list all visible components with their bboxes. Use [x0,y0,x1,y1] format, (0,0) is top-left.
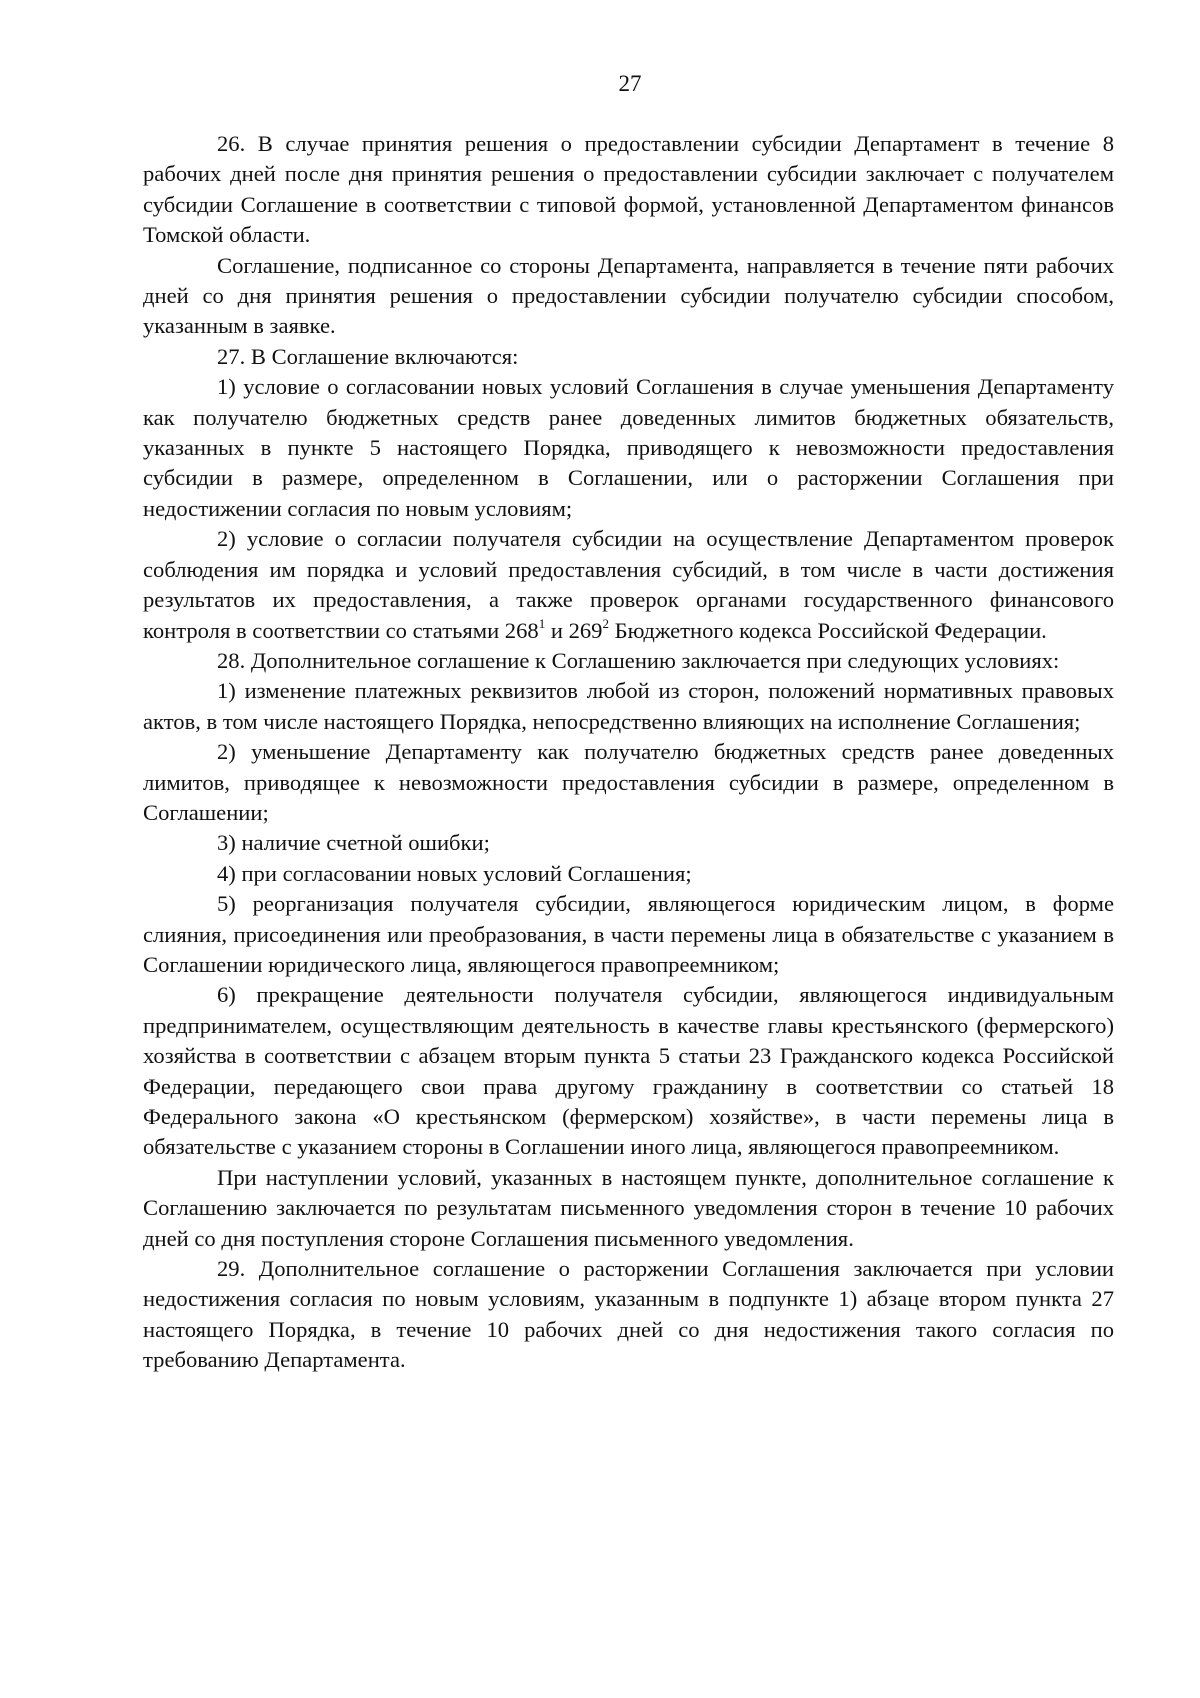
paragraph-27-item-2 [143,524,1114,646]
paragraph-29: 29. Дополнительное соглашение о расторжении Соглашения заключается при условии недостижения согласия по новым условиям, указанным в подпункте 1) абзаце втором пункта 27 настоящего Порядка, в течение 10 рабочих дней со дня недостижения такого согласия по требованию Департамента. [143,1256,1114,1373]
superscript-2: 2 [602,615,609,631]
paragraph-28-heading: 28. Дополнительное соглашение к Соглашению заключается при следующих условиях: [217,647,1060,673]
paragraph-27-item-1: 1) условие о согласовании новых условий Соглашения в случае уменьшения Департаменту как получателю бюджетных средств ранее доведенных лимитов бюджетных обязательств, указанных в пункте 5 настоящего Порядка, приводящего к невозможности предоставления субсидии в размере, определенном в Соглашении, или о расторжении Соглашения при недостижении согласия по новым условиям; [143,374,1114,521]
paragraph-28-item-4: 4) при согласовании новых условий Соглашения; [217,860,692,886]
paragraph-28-item-2: 2) уменьшение Департаменту как получателю бюджетных средств ранее доведенных лимитов, приводящее к невозможности предоставления субсидии в размере, определенном в Соглашении; [143,739,1114,825]
paragraph-agreement-signed: Соглашение, подписанное со стороны Департамента, направляется в течение пяти рабочих дней со дня принятия решения о предоставлении субсидии получателю субсидии способом, указанным в заявке. [143,252,1114,339]
paragraph-28-item-5: 5) реорганизация получателя субсидии, являющегося юридическим лицом, в форме слияния, присоединения или преобразования, в части перемены лица в обязательстве с указанием в Соглашении юридического лица, являющегося правопреемником; [143,891,1114,977]
paragraph-27-item-2-text-a: 2) условие о согласии получателя субсидии на осуществление Департаментом проверок соблюдения им порядка и условий предоставления субсидий, в том числе в части достижения результатов их предоставления, а также проверок органами государственного финансового контроля в соответствии со статьями 268 [143,526,1114,643]
superscript-1: 1 [538,615,546,631]
paragraph-26: 26. В случае принятия решения о предоставлении субсидии Департамент в течение 8 рабочих дней после дня принятия решения о предоставлении субсидии заключает с получателем субсидии Соглашение в соответствии с типовой формой, установленной Департаментом финансов Томской области. [143,131,1114,248]
paragraph-27-item-2-text-c: Бюджетного кодекса Российской Федерации. [608,617,1047,643]
page-number: 27 [618,71,642,96]
paragraph-27-heading: 27. В Соглашение включаются: [217,343,519,369]
paragraph-28-item-3: 3) наличие счетной ошибки; [217,830,490,856]
paragraph-28-conditions: При наступлении условий, указанных в настоящем пункте, дополнительное соглашение к Соглашению заключается по результатам письменного уведомления сторон в течение 10 рабочих дней со дня поступления стороне Соглашения письменного уведомления. [143,1164,1114,1251]
document-body [143,129,1114,1376]
paragraph-28-item-1: 1) изменение платежных реквизитов любой из сторон, положений нормативных правовых актов, в том числе настоящего Порядка, непосредственно влияющих на исполнение Соглашения; [143,678,1114,734]
paragraph-28-item-6: 6) прекращение деятельности получателя субсидии, являющегося индивидуальным предпринимателем, осуществляющим деятельность в качестве главы крестьянского (фермерского) хозяйства в соответствии с абзацем вторым пункта 5 статьи 23 Гражданского кодекса Российской Федерации, передающего свои права другому гражданину в соответствии со статьей 18 Федерального закона «О крестьянском (фермерском) хозяйстве», в части перемены лица в обязательстве с указанием стороны в Соглашении иного лица, являющегося правопреемником. [143,982,1114,1160]
paragraph-27-item-2-text-b: и 269 [545,617,603,643]
